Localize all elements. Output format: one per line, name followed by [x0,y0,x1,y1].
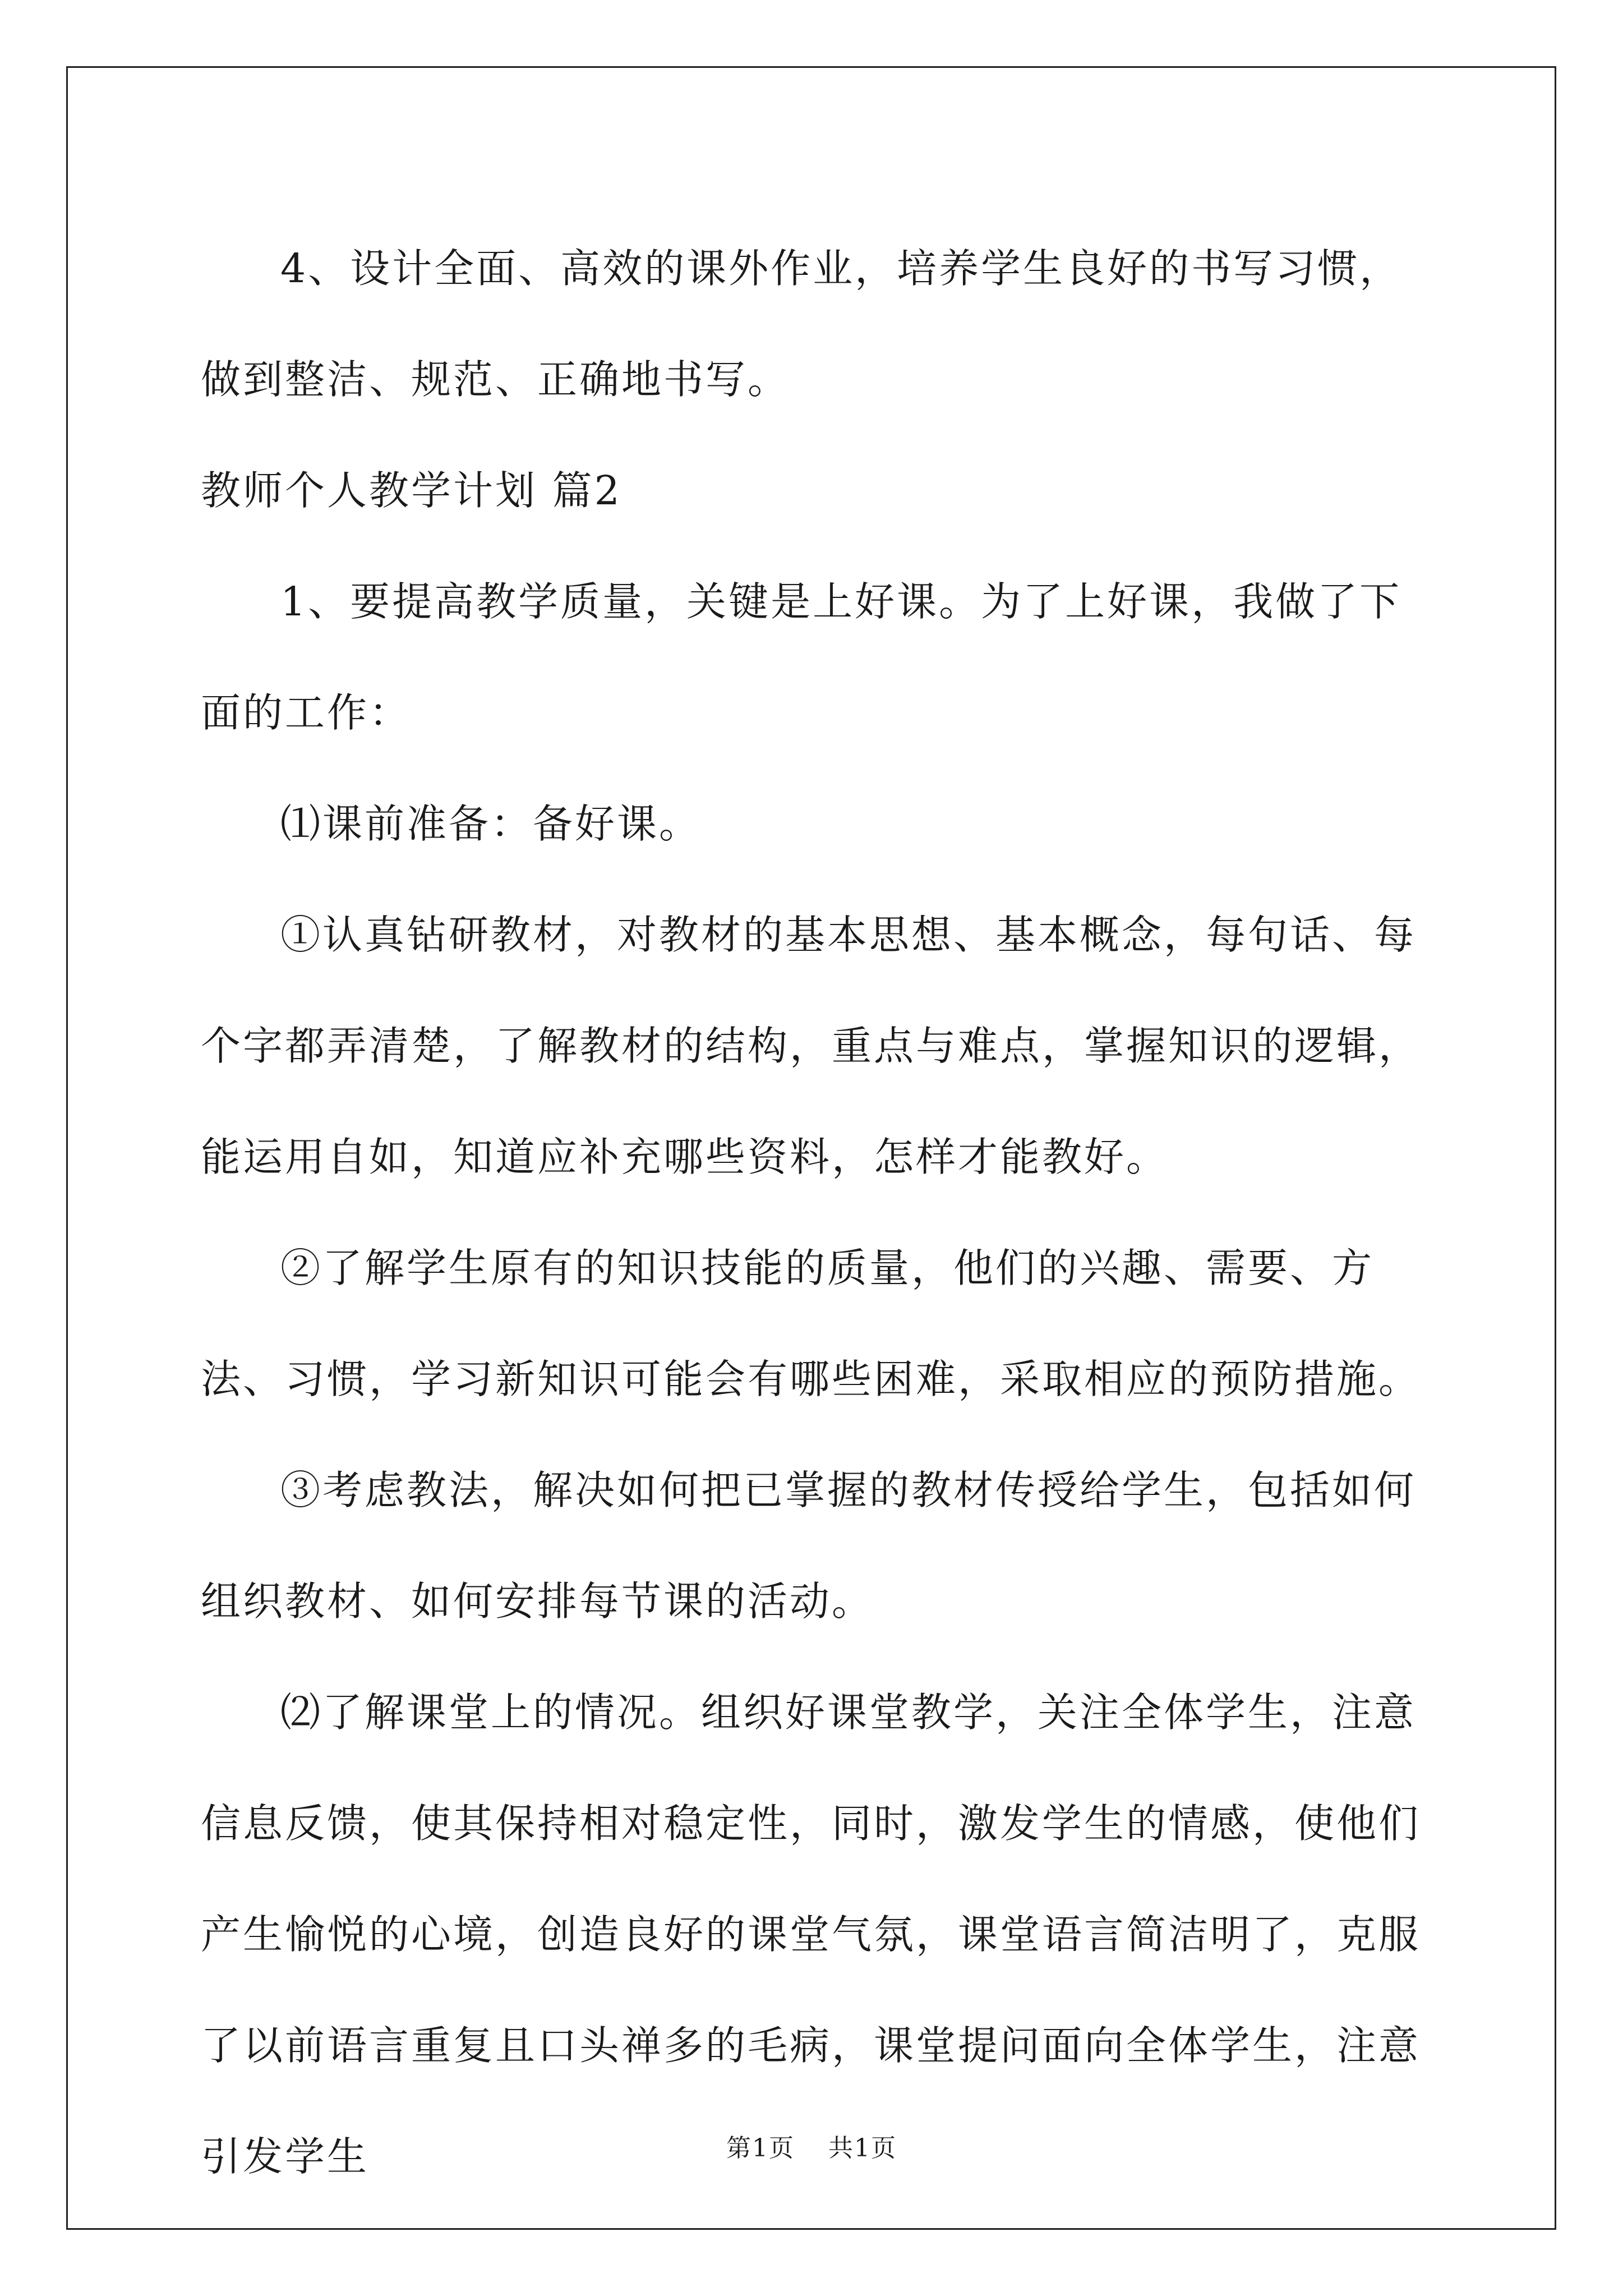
section-heading: 教师个人教学计划 篇2 [201,467,622,514]
page-number: 第1页 [726,2134,795,2162]
paragraph: 1、要提高教学质量，关键是上好课。为了上好课，我做了下面的工作： [201,578,1402,736]
paragraph: 4、设计全面、高效的课外作业，培养学生良好的书写习惯，做到整洁、规范、正确地书写。 [201,245,1402,403]
page-total: 共1页 [828,2134,897,2162]
page-footer [0,2132,1623,2165]
paragraph: ⑴课前准备：备好课。 [280,800,702,847]
document-body [201,213,1423,2212]
paragraph: ③考虑教法，解决如何把已掌握的教材传授给学生，包括如何组织教材、如何安排每节课的活动。 [201,1467,1417,1625]
paragraph: ①认真钻研教材，对教材的基本思想、基本概念，每句话、每个字都弄清楚，了解教材的结构，重点与难点，掌握知识的逻辑，能运用自如，知道应补充哪些资料，怎样才能教好。 [201,912,1421,1180]
paragraph: ⑵了解课堂上的情况。组织好课堂教学，关注全体学生，注意信息反馈，使其保持相对稳定性，同时，激发学生的情感，使他们产生愉悦的心境，创造良好的课堂气氛，课堂语言简洁明了，克服了以前语言重复且口头禅多的毛病，课堂提问面向全体学生，注意引发学生 [201,1689,1421,2180]
paragraph: ②了解学生原有的知识技能的质量，他们的兴趣、需要、方法、习惯，学习新知识可能会有哪些困难，采取相应的预防措施。 [201,1245,1421,1402]
